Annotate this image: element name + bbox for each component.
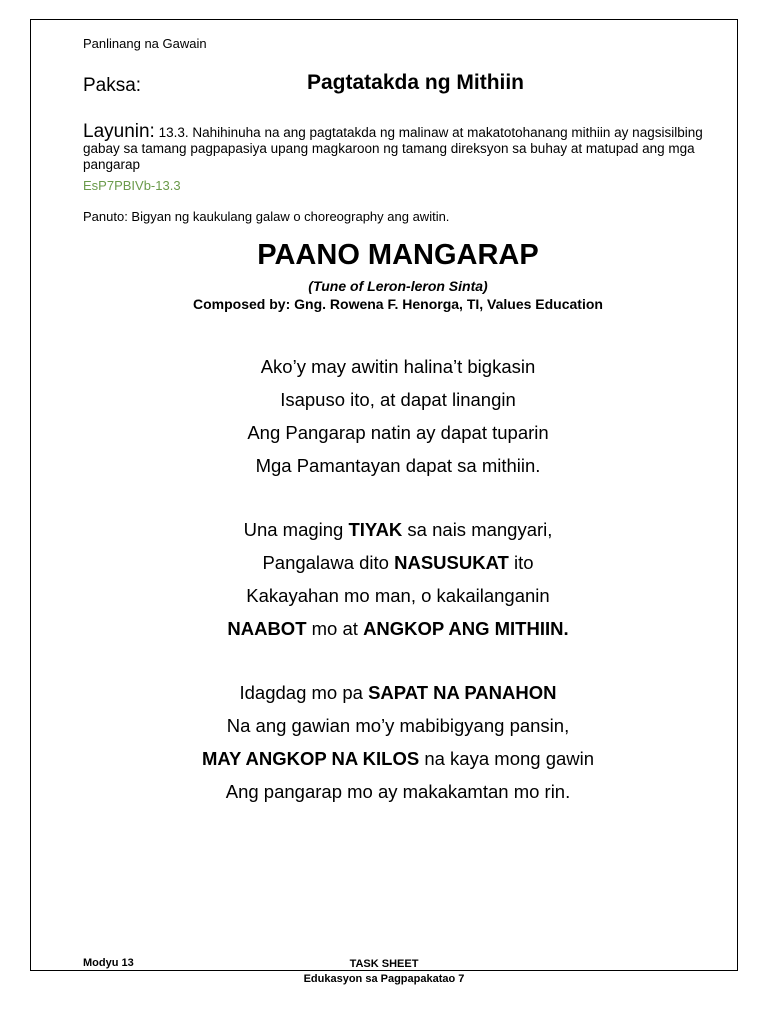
song-tune: (Tune of Leron-leron Sinta) bbox=[308, 278, 488, 294]
section-label: Panlinang na Gawain bbox=[83, 36, 207, 51]
lyric-text: sa nais mangyari, bbox=[402, 519, 553, 540]
objective bbox=[83, 121, 723, 173]
lyric-line bbox=[0, 682, 768, 704]
footer-center bbox=[0, 957, 768, 987]
lyric-line bbox=[0, 519, 768, 541]
lyric-text: mo at bbox=[306, 618, 364, 639]
song-composer: Composed by: Gng. Rowena F. Henorga, TI, Values Education bbox=[193, 296, 603, 312]
lyric-text: ito bbox=[508, 552, 534, 573]
footer-line: Edukasyon sa Pagpapakatao 7 bbox=[303, 973, 465, 985]
lyric-emphasis: NAABOT bbox=[227, 618, 307, 639]
lyric-line bbox=[0, 552, 768, 574]
topic-label: Paksa: bbox=[83, 75, 142, 96]
lyric-text: Una maging bbox=[243, 519, 349, 540]
topic-title: Pagtatakda ng Mithiin bbox=[307, 71, 525, 94]
lyric-text: na kaya mong gawin bbox=[419, 748, 595, 769]
footer-line: TASK SHEET bbox=[349, 958, 419, 970]
lyric-line bbox=[0, 585, 768, 607]
lyric-emphasis: ANGKOP ANG MITHIIN. bbox=[363, 618, 569, 639]
lyric-line: Isapuso ito, at dapat linangin bbox=[280, 389, 516, 410]
lyric-emphasis: MAY ANGKOP NA KILOS bbox=[201, 748, 420, 769]
song-title: PAANO MANGARAP bbox=[257, 239, 539, 271]
lyric-emphasis: NASUSUKAT bbox=[394, 552, 509, 573]
lyric-text: Na ang gawian mo’y mabibigyang pansin, bbox=[226, 715, 570, 736]
lyric-emphasis: SAPAT NA PANAHON bbox=[368, 682, 557, 703]
lyric-line bbox=[0, 748, 768, 770]
lyric-text: Pangalawa dito bbox=[262, 552, 395, 573]
lyric-text: Idagdag mo pa bbox=[239, 682, 369, 703]
competency-code: EsP7PBIVb-13.3 bbox=[83, 178, 181, 193]
lyric-line bbox=[0, 618, 768, 640]
objective-text: 13.3. Nahihinuha na ang pagtatakda ng malinaw at makatotohanang mithiin ay nagsisilbing gabay sa tamang pagpapasiya upang magkaroon ng tamang direksyon sa buhay at matupad ang mga pangarap bbox=[83, 125, 703, 172]
lyric-line bbox=[0, 715, 768, 737]
lyric-text: Kakayahan mo man, o kakailanganin bbox=[246, 585, 550, 606]
lyric-line bbox=[0, 781, 768, 803]
footer-module: Modyu 13 bbox=[83, 957, 134, 969]
lyric-line: Ako’y may awitin halina’t bigkasin bbox=[260, 356, 536, 377]
objective-label: Layunin: bbox=[83, 121, 155, 142]
lyric-line: Mga Pamantayan dapat sa mithiin. bbox=[255, 455, 541, 476]
lyric-text: Ang pangarap mo ay makakamtan mo rin. bbox=[225, 781, 571, 802]
instructions: Panuto: Bigyan ng kaukulang galaw o choreography ang awitin. bbox=[83, 209, 450, 224]
lyric-emphasis: TIYAK bbox=[348, 519, 403, 540]
lyric-line: Ang Pangarap natin ay dapat tuparin bbox=[247, 422, 549, 443]
